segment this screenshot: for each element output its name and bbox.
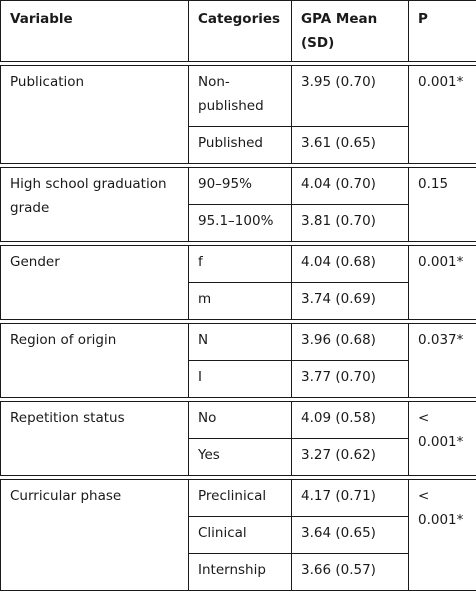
category-cell: Internship: [189, 554, 292, 591]
gpa-cell: 3.96 (0.68): [292, 324, 409, 361]
gpa-cell: 3.77 (0.70): [292, 361, 409, 398]
gpa-cell: 3.27 (0.62): [292, 439, 409, 476]
header-row: [1, 1, 476, 62]
category-cell: 95.1–100%: [189, 205, 292, 242]
category-cell: m: [189, 283, 292, 320]
gpa-cell: 3.64 (0.65): [292, 517, 409, 554]
header-gpa: GPA Mean (SD): [292, 1, 409, 62]
category-cell: 90–95%: [189, 168, 292, 205]
table-row: [1, 66, 476, 127]
variable-cell: Publication: [1, 66, 189, 164]
gpa-cell: 3.61 (0.65): [292, 127, 409, 164]
variable-cell: Repetition status: [1, 402, 189, 476]
table-row: [1, 324, 476, 361]
category-cell: Published: [189, 127, 292, 164]
category-cell: Non-published: [189, 66, 292, 127]
category-cell: N: [189, 324, 292, 361]
table-row: [1, 246, 476, 283]
category-cell: I: [189, 361, 292, 398]
category-cell: f: [189, 246, 292, 283]
gpa-cell: 4.04 (0.68): [292, 246, 409, 283]
gpa-cell: 4.17 (0.71): [292, 480, 409, 517]
gpa-cell: 3.66 (0.57): [292, 554, 409, 591]
gpa-cell: 3.74 (0.69): [292, 283, 409, 320]
p-value-cell: 0.001*: [409, 66, 476, 164]
table-row: [1, 402, 476, 439]
variable-cell: Region of origin: [1, 324, 189, 398]
variable-cell: High school graduation grade: [1, 168, 189, 242]
gpa-cell: 3.81 (0.70): [292, 205, 409, 242]
p-value-cell: 0.001*: [409, 246, 476, 320]
header-p: P: [409, 1, 476, 62]
p-value-cell: 0.15: [409, 168, 476, 242]
variable-cell: Curricular phase: [1, 480, 189, 591]
variable-cell: Gender: [1, 246, 189, 320]
p-value-cell: 0.037*: [409, 324, 476, 398]
p-value-cell: < 0.001*: [409, 402, 476, 476]
gpa-cell: 4.04 (0.70): [292, 168, 409, 205]
table-row: [1, 168, 476, 205]
gpa-cell: 4.09 (0.58): [292, 402, 409, 439]
p-value-cell: < 0.001*: [409, 480, 476, 591]
table-row: [1, 480, 476, 517]
gpa-cell: 3.95 (0.70): [292, 66, 409, 127]
header-categories: Categories: [189, 1, 292, 62]
category-cell: Clinical: [189, 517, 292, 554]
category-cell: Preclinical: [189, 480, 292, 517]
category-cell: No: [189, 402, 292, 439]
header-variable: Variable: [1, 1, 189, 62]
category-cell: Yes: [189, 439, 292, 476]
